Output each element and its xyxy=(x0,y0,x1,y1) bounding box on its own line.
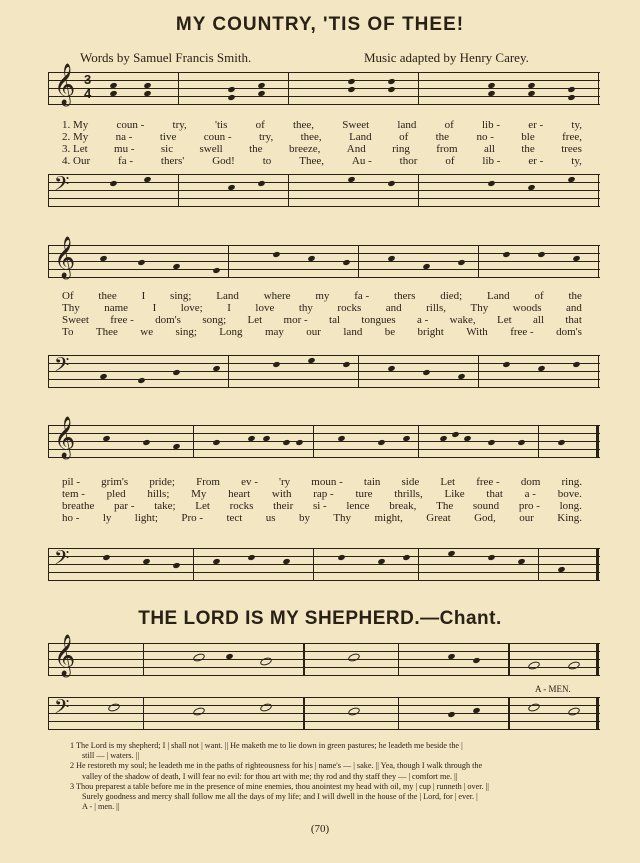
bass-staff-1 xyxy=(48,174,600,208)
lyrics-system-3 xyxy=(62,476,582,524)
hymn-title: MY COUNTRY, 'TIS OF THEE! xyxy=(175,14,465,35)
bass-clef-icon: 𝄢 xyxy=(54,353,70,381)
treble-clef-icon: 𝄞 xyxy=(54,417,76,458)
chant-verse-line: Surely goodness and mercy shall follow me all the days of my life; and I will dwell in the house of the | Lord, for | ever. | xyxy=(82,792,478,802)
lyrics-system-1 xyxy=(62,119,582,167)
treble-clef-icon: 𝄞 xyxy=(54,635,76,676)
lyric-line: To Thee we sing; Long may our land be bright With free - dom's xyxy=(62,326,582,338)
lyric-line: 1. My coun - try, 'tis of thee, Sweet land of lib - er - ty, xyxy=(62,119,582,131)
lyric-line: Thy name I love; I love thy rocks and rills, Thy woods and xyxy=(62,302,582,314)
lyric-line: pil - grim's pride; From ev - 'ry moun - tain side Let free - dom ring. xyxy=(62,476,582,488)
bass-staff-3 xyxy=(48,548,600,582)
chant-verse-line: A - | men. || xyxy=(82,802,120,812)
chant-treble-staff xyxy=(48,635,600,677)
chant-verse-line: 1 The Lord is my shepherd; I | shall not | want. || He maketh me to lie down in green pastures; he leadeth me beside the | xyxy=(70,741,463,750)
chant-bass-staff xyxy=(48,697,600,731)
chant-verse-line: 3 Thou preparest a table before me in the presence of mine enemies, thou anointest my head with oil, my | cup | runneth | over. || xyxy=(70,781,489,791)
lyric-line: 2. My na - tive coun - try, thee, Land of the no - ble free, xyxy=(62,131,582,143)
treble-staff-3 xyxy=(48,417,600,459)
time-signature: 3 4 xyxy=(84,72,92,101)
bass-staff-2 xyxy=(48,355,600,389)
bass-clef-icon: 𝄢 xyxy=(54,695,70,723)
lyric-line: 4. Our fa - thers' God! to Thee, Au - thor of lib - er - ty, xyxy=(62,155,582,167)
treble-clef-icon: 𝄞 xyxy=(54,64,76,105)
lyric-line: Sweet free - dom's song; Let mor - tal tongues a - wake, Let all that xyxy=(62,314,582,326)
chant-verse-line: 2 He restoreth my soul; he leadeth me in the paths of righteousness for his | name's — | sake. || Yea, though I walk through the xyxy=(70,761,483,771)
lyric-line: ho - ly light; Pro - tect us by Thy might, Great God, our King. xyxy=(62,512,582,524)
treble-clef-icon: 𝄞 xyxy=(54,237,76,278)
bass-clef-icon: 𝄢 xyxy=(54,172,70,200)
treble-staff-1 xyxy=(48,64,600,106)
treble-staff-2 xyxy=(48,237,600,279)
lyrics-system-2 xyxy=(62,290,582,338)
words-credit: Words by Samuel Francis Smith. xyxy=(80,50,252,65)
page-number: (70) xyxy=(310,823,330,835)
chant-verse-line: still — | waters. || xyxy=(82,751,139,761)
chant-title: THE LORD IS MY SHEPHERD.—Chant. xyxy=(138,608,502,629)
lyric-line: Of thee I sing; Land where my fa - thers died; Land of the xyxy=(62,290,582,302)
music-credit: Music adapted by Henry Carey. xyxy=(364,50,529,65)
lyric-line: breathe par - take; Let rocks their si - lence break, The sound pro - long. xyxy=(62,500,582,512)
amen-lyric: A - MEN. xyxy=(535,684,571,694)
lyric-line: 3. Let mu - sic swell the breeze, And ring from all the trees xyxy=(62,143,582,155)
lyric-line: tem - pled hills; My heart with rap - ture thrills, Like that a - bove. xyxy=(62,488,582,500)
chant-verses xyxy=(70,741,610,812)
chant-verse-line: valley of the shadow of death, I will fear no evil: for thou art with me; thy rod and thy staff they — | comfort me. || xyxy=(82,771,458,781)
bass-clef-icon: 𝄢 xyxy=(54,546,70,574)
